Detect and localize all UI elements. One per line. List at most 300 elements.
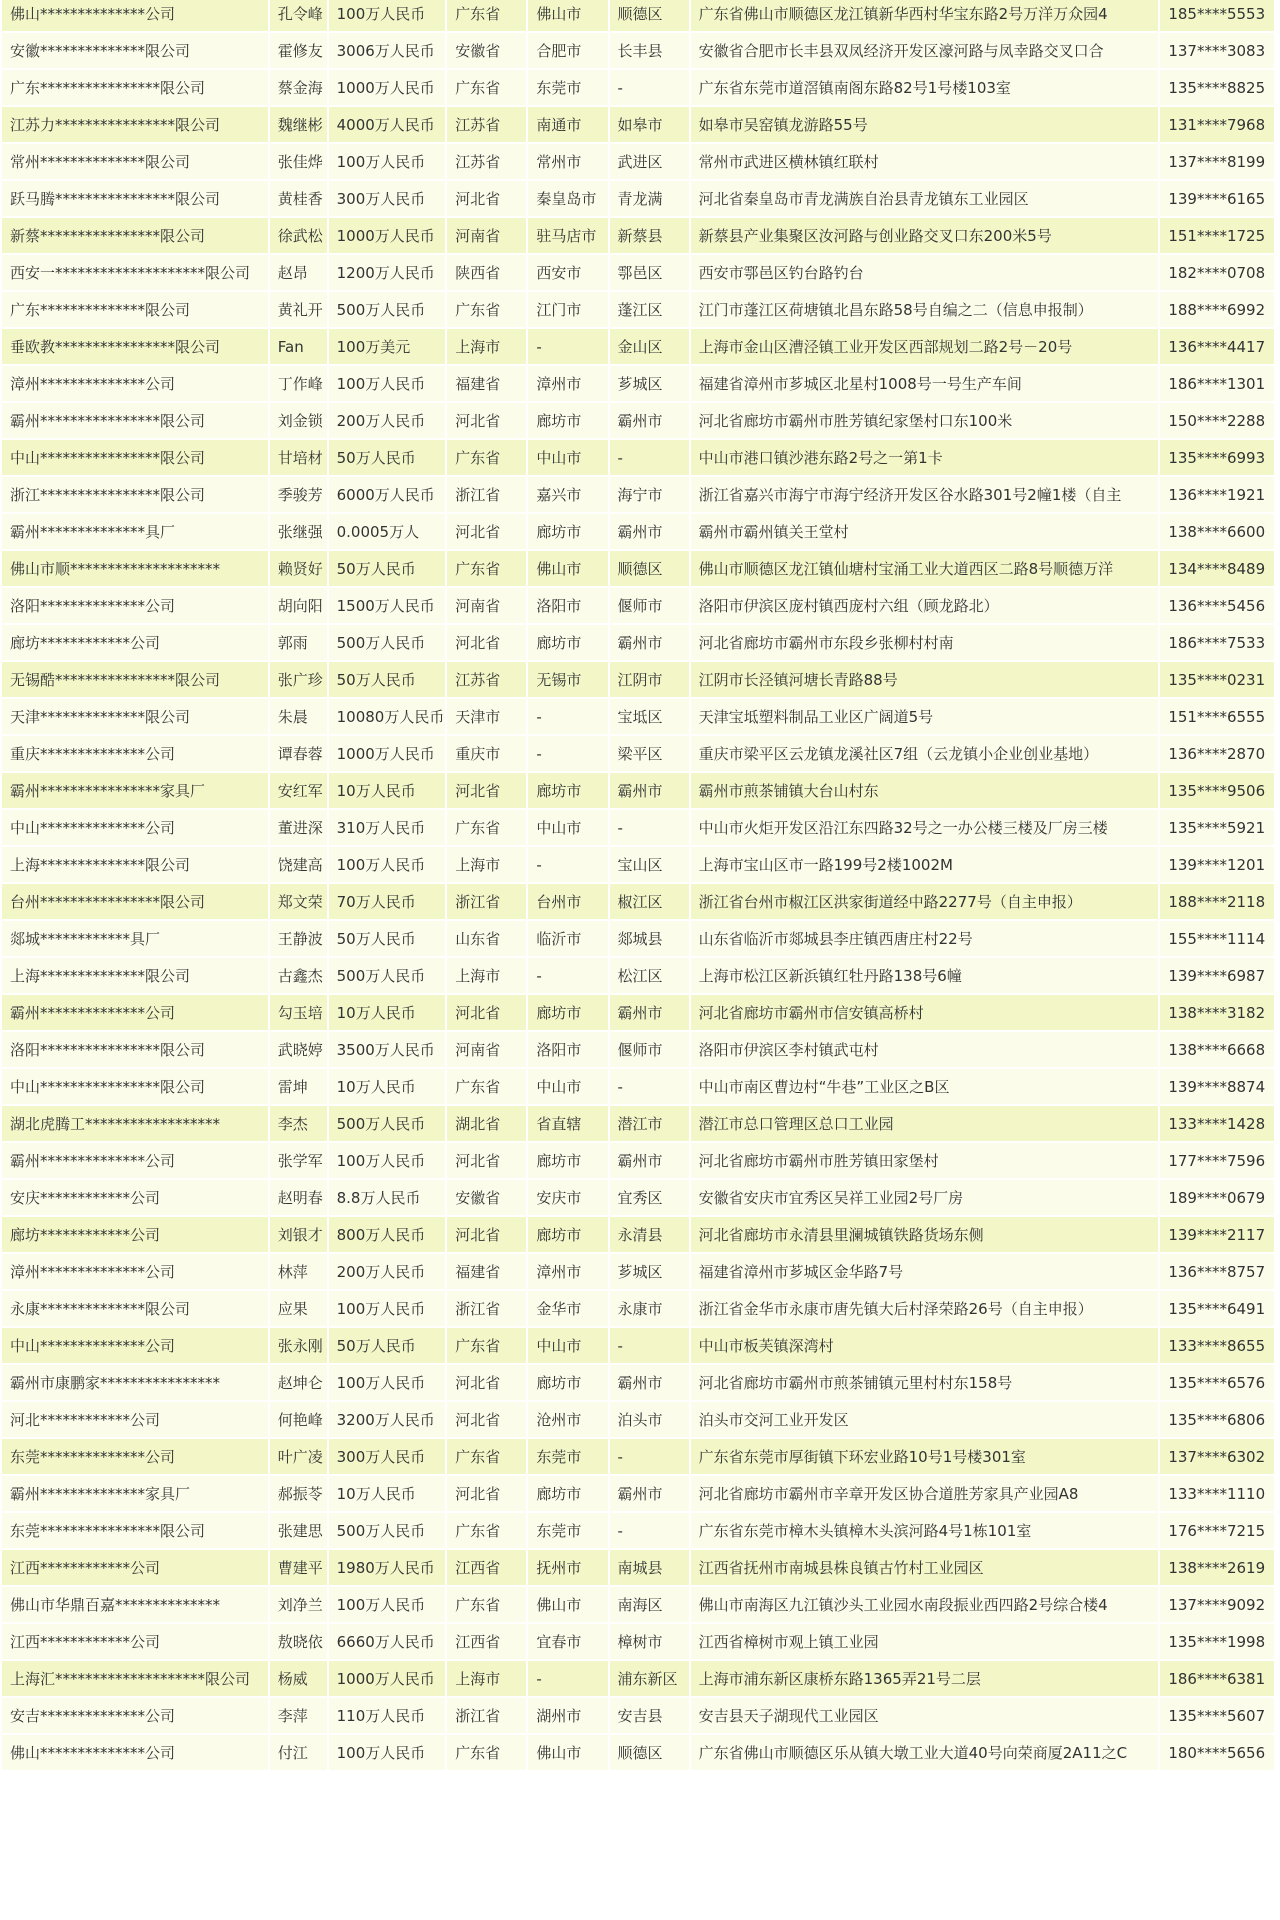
address-cell: 河北省廊坊市霸州市煎茶铺镇元里村村东158号	[691, 1365, 1159, 1400]
phone-cell: 136****5456	[1160, 588, 1274, 623]
province-cell: 江西省	[447, 1624, 526, 1659]
legal-rep-cell: 徐武松	[270, 218, 327, 253]
legal-rep-cell: 李杰	[270, 1106, 327, 1141]
registered-capital-cell: 10万人民币	[329, 773, 446, 808]
registered-capital-cell: 100万人民币	[329, 847, 446, 882]
table-row	[2, 403, 1274, 438]
phone-cell: 188****2118	[1160, 884, 1274, 919]
table-row	[2, 736, 1274, 771]
registered-capital-cell: 6000万人民币	[329, 477, 446, 512]
province-cell: 河北省	[447, 514, 526, 549]
province-cell: 河北省	[447, 773, 526, 808]
company-name-cell: 廊坊************公司	[2, 1217, 268, 1252]
address-cell: 河北省秦皇岛市青龙满族自治县青龙镇东工业园区	[691, 181, 1159, 216]
province-cell: 上海市	[447, 1661, 526, 1696]
district-cell: -	[610, 70, 689, 105]
legal-rep-cell: 敖晓依	[270, 1624, 327, 1659]
legal-rep-cell: 赵昂	[270, 255, 327, 290]
table-row	[2, 1624, 1274, 1659]
province-cell: 广东省	[447, 70, 526, 105]
table-row	[2, 1550, 1274, 1585]
table-row	[2, 1402, 1274, 1437]
phone-cell: 150****2288	[1160, 403, 1274, 438]
legal-rep-cell: 季骏芳	[270, 477, 327, 512]
table-row	[2, 1217, 1274, 1252]
legal-rep-cell: 古鑫杰	[270, 958, 327, 993]
province-cell: 安徽省	[447, 1180, 526, 1215]
registered-capital-cell: 100万人民币	[329, 1291, 446, 1326]
phone-cell: 177****7596	[1160, 1143, 1274, 1178]
address-cell: 常州市武进区横林镇红联村	[691, 144, 1159, 179]
city-cell: -	[528, 699, 607, 734]
phone-cell: 138****2619	[1160, 1550, 1274, 1585]
company-name-cell: 漳州**************公司	[2, 1254, 268, 1289]
address-cell: 中山市板芙镇深湾村	[691, 1328, 1159, 1363]
legal-rep-cell: 郑文荣	[270, 884, 327, 919]
company-name-cell: 中山**************公司	[2, 810, 268, 845]
legal-rep-cell: 赵明春	[270, 1180, 327, 1215]
legal-rep-cell: 胡向阳	[270, 588, 327, 623]
city-cell: -	[528, 329, 607, 364]
table-row	[2, 144, 1274, 179]
registered-capital-cell: 1000万人民币	[329, 1661, 446, 1696]
address-cell: 佛山市南海区九江镇沙头工业园水南段振业西四路2号综合楼4	[691, 1587, 1159, 1622]
district-cell: 永清县	[610, 1217, 689, 1252]
province-cell: 江苏省	[447, 144, 526, 179]
table-row	[2, 1439, 1274, 1474]
registered-capital-cell: 100万人民币	[329, 1365, 446, 1400]
district-cell: 金山区	[610, 329, 689, 364]
legal-rep-cell: 刘净兰	[270, 1587, 327, 1622]
company-name-cell: 中山****************限公司	[2, 1069, 268, 1104]
district-cell: 新蔡县	[610, 218, 689, 253]
table-row	[2, 218, 1274, 253]
province-cell: 河北省	[447, 403, 526, 438]
address-cell: 佛山市顺德区龙江镇仙塘村宝涌工业大道西区二路8号顺德万洋	[691, 551, 1159, 586]
table-row	[2, 366, 1274, 401]
table-row	[2, 477, 1274, 512]
city-cell: 廊坊市	[528, 1217, 607, 1252]
district-cell: 宝坻区	[610, 699, 689, 734]
company-name-cell: 佛山**************公司	[2, 1735, 268, 1770]
address-cell: 广东省佛山市顺德区乐从镇大墩工业大道40号向荣商厦2A11之C	[691, 1735, 1159, 1770]
province-cell: 江苏省	[447, 107, 526, 142]
city-cell: 驻马店市	[528, 218, 607, 253]
city-cell: 廊坊市	[528, 514, 607, 549]
address-cell: 河北省廊坊市霸州市胜芳镇纪家堡村口东100米	[691, 403, 1159, 438]
province-cell: 陕西省	[447, 255, 526, 290]
province-cell: 广东省	[447, 810, 526, 845]
registered-capital-cell: 3006万人民币	[329, 33, 446, 68]
city-cell: 漳州市	[528, 1254, 607, 1289]
district-cell: -	[610, 1513, 689, 1548]
phone-cell: 136****1921	[1160, 477, 1274, 512]
phone-cell: 137****9092	[1160, 1587, 1274, 1622]
registered-capital-cell: 100万美元	[329, 329, 446, 364]
legal-rep-cell: 朱晨	[270, 699, 327, 734]
legal-rep-cell: 郭雨	[270, 625, 327, 660]
registered-capital-cell: 100万人民币	[329, 1735, 446, 1770]
table-row	[2, 699, 1274, 734]
phone-cell: 135****9506	[1160, 773, 1274, 808]
company-name-cell: 洛阳**************公司	[2, 588, 268, 623]
table-row	[2, 440, 1274, 475]
legal-rep-cell: 李萍	[270, 1698, 327, 1733]
address-cell: 霸州市霸州镇关王堂村	[691, 514, 1159, 549]
company-name-cell: 天津**************限公司	[2, 699, 268, 734]
legal-rep-cell: 雷坤	[270, 1069, 327, 1104]
address-cell: 浙江省金华市永康市唐先镇大后村泽荣路26号（自主申报）	[691, 1291, 1159, 1326]
province-cell: 福建省	[447, 366, 526, 401]
company-name-cell: 霸州**************公司	[2, 1143, 268, 1178]
table-row	[2, 292, 1274, 327]
table-row	[2, 1143, 1274, 1178]
city-cell: 佛山市	[528, 1587, 607, 1622]
province-cell: 广东省	[447, 1328, 526, 1363]
phone-cell: 135****6491	[1160, 1291, 1274, 1326]
legal-rep-cell: 安红军	[270, 773, 327, 808]
district-cell: 江阴市	[610, 662, 689, 697]
city-cell: 湖州市	[528, 1698, 607, 1733]
district-cell: 偃师市	[610, 588, 689, 623]
city-cell: 常州市	[528, 144, 607, 179]
registered-capital-cell: 1000万人民币	[329, 70, 446, 105]
address-cell: 中山市港口镇沙港东路2号之一第1卡	[691, 440, 1159, 475]
company-name-cell: 江苏力****************限公司	[2, 107, 268, 142]
address-cell: 山东省临沂市郯城县李庄镇西唐庄村22号	[691, 921, 1159, 956]
address-cell: 江门市蓬江区荷塘镇北昌东路58号自编之二（信息申报制）	[691, 292, 1159, 327]
registered-capital-cell: 50万人民币	[329, 440, 446, 475]
city-cell: 宜春市	[528, 1624, 607, 1659]
address-cell: 福建省漳州市芗城区金华路7号	[691, 1254, 1159, 1289]
city-cell: 省直辖	[528, 1106, 607, 1141]
table-row	[2, 884, 1274, 919]
table-row	[2, 0, 1274, 31]
registered-capital-cell: 100万人民币	[329, 366, 446, 401]
district-cell: 宜秀区	[610, 1180, 689, 1215]
province-cell: 广东省	[447, 1587, 526, 1622]
city-cell: 金华市	[528, 1291, 607, 1326]
district-cell: 海宁市	[610, 477, 689, 512]
table-row	[2, 625, 1274, 660]
address-cell: 洛阳市伊滨区庞村镇西庞村六组（顾龙路北）	[691, 588, 1159, 623]
legal-rep-cell: 赵坤仑	[270, 1365, 327, 1400]
province-cell: 重庆市	[447, 736, 526, 771]
district-cell: 浦东新区	[610, 1661, 689, 1696]
district-cell: -	[610, 1328, 689, 1363]
phone-cell: 182****0708	[1160, 255, 1274, 290]
district-cell: 武进区	[610, 144, 689, 179]
table-row	[2, 588, 1274, 623]
registered-capital-cell: 3500万人民币	[329, 1032, 446, 1067]
city-cell: 无锡市	[528, 662, 607, 697]
company-name-cell: 浙江****************限公司	[2, 477, 268, 512]
city-cell: 洛阳市	[528, 588, 607, 623]
table-row	[2, 1328, 1274, 1363]
phone-cell: 135****0231	[1160, 662, 1274, 697]
phone-cell: 139****2117	[1160, 1217, 1274, 1252]
district-cell: 椒江区	[610, 884, 689, 919]
company-name-cell: 霸州**************公司	[2, 995, 268, 1030]
registered-capital-cell: 0.0005万人	[329, 514, 446, 549]
city-cell: 廊坊市	[528, 625, 607, 660]
province-cell: 天津市	[447, 699, 526, 734]
company-name-cell: 台州****************限公司	[2, 884, 268, 919]
legal-rep-cell: 武晓婷	[270, 1032, 327, 1067]
province-cell: 广东省	[447, 292, 526, 327]
table-row	[2, 773, 1274, 808]
legal-rep-cell: 勾玉培	[270, 995, 327, 1030]
legal-rep-cell: 付江	[270, 1735, 327, 1770]
city-cell: 南通市	[528, 107, 607, 142]
table-row	[2, 1476, 1274, 1511]
table-row	[2, 1698, 1274, 1733]
table-row	[2, 181, 1274, 216]
city-cell: 廊坊市	[528, 773, 607, 808]
district-cell: 芗城区	[610, 366, 689, 401]
table-row	[2, 921, 1274, 956]
registered-capital-cell: 310万人民币	[329, 810, 446, 845]
registered-capital-cell: 3200万人民币	[329, 1402, 446, 1437]
table-row	[2, 810, 1274, 845]
district-cell: 偃师市	[610, 1032, 689, 1067]
registered-capital-cell: 1000万人民币	[329, 218, 446, 253]
company-name-cell: 霸州****************限公司	[2, 403, 268, 438]
province-cell: 浙江省	[447, 477, 526, 512]
table-row	[2, 1106, 1274, 1141]
table-row	[2, 1513, 1274, 1548]
table-row	[2, 70, 1274, 105]
phone-cell: 135****6806	[1160, 1402, 1274, 1437]
registered-capital-cell: 100万人民币	[329, 1143, 446, 1178]
registered-capital-cell: 1200万人民币	[329, 255, 446, 290]
table-row	[2, 662, 1274, 697]
registered-capital-cell: 500万人民币	[329, 292, 446, 327]
phone-cell: 151****6555	[1160, 699, 1274, 734]
district-cell: -	[610, 1069, 689, 1104]
city-cell: 佛山市	[528, 0, 607, 31]
company-name-cell: 重庆**************公司	[2, 736, 268, 771]
legal-rep-cell: 张佳烨	[270, 144, 327, 179]
company-name-cell: 中山**************公司	[2, 1328, 268, 1363]
phone-cell: 138****3182	[1160, 995, 1274, 1030]
address-cell: 江西省抚州市南城县株良镇古竹村工业园区	[691, 1550, 1159, 1585]
phone-cell: 136****8757	[1160, 1254, 1274, 1289]
table-row	[2, 1032, 1274, 1067]
city-cell: 合肥市	[528, 33, 607, 68]
registered-capital-cell: 10080万人民币	[329, 699, 446, 734]
company-name-cell: 常州**************限公司	[2, 144, 268, 179]
phone-cell: 133****1428	[1160, 1106, 1274, 1141]
registered-capital-cell: 6660万人民币	[329, 1624, 446, 1659]
company-name-cell: 湖北虎腾工******************	[2, 1106, 268, 1141]
phone-cell: 137****6302	[1160, 1439, 1274, 1474]
district-cell: 如皋市	[610, 107, 689, 142]
company-name-cell: 西安一********************限公司	[2, 255, 268, 290]
registered-capital-cell: 100万人民币	[329, 1587, 446, 1622]
province-cell: 广东省	[447, 1735, 526, 1770]
city-cell: 东莞市	[528, 70, 607, 105]
address-cell: 江阴市长泾镇河塘长青路88号	[691, 662, 1159, 697]
city-cell: 东莞市	[528, 1513, 607, 1548]
registered-capital-cell: 100万人民币	[329, 144, 446, 179]
legal-rep-cell: 张广珍	[270, 662, 327, 697]
table-row	[2, 1291, 1274, 1326]
province-cell: 河北省	[447, 181, 526, 216]
phone-cell: 135****6993	[1160, 440, 1274, 475]
address-cell: 上海市浦东新区康桥东路1365弄21号二层	[691, 1661, 1159, 1696]
registered-capital-cell: 50万人民币	[329, 551, 446, 586]
registered-capital-cell: 4000万人民币	[329, 107, 446, 142]
company-name-cell: 安吉**************公司	[2, 1698, 268, 1733]
company-name-cell: 霸州**************具厂	[2, 514, 268, 549]
legal-rep-cell: 董进深	[270, 810, 327, 845]
company-name-cell: 垂欧教****************限公司	[2, 329, 268, 364]
district-cell: 郯城县	[610, 921, 689, 956]
city-cell: 安庆市	[528, 1180, 607, 1215]
registered-capital-cell: 50万人民币	[329, 662, 446, 697]
company-name-cell: 跃马腾****************限公司	[2, 181, 268, 216]
legal-rep-cell: 黄礼开	[270, 292, 327, 327]
registered-capital-cell: 1500万人民币	[329, 588, 446, 623]
registered-capital-cell: 10万人民币	[329, 995, 446, 1030]
address-cell: 广东省东莞市厚街镇下环宏业路10号1号楼301室	[691, 1439, 1159, 1474]
district-cell: 鄠邑区	[610, 255, 689, 290]
province-cell: 浙江省	[447, 1291, 526, 1326]
registered-capital-cell: 500万人民币	[329, 1106, 446, 1141]
registered-capital-cell: 800万人民币	[329, 1217, 446, 1252]
legal-rep-cell: 谭春蓉	[270, 736, 327, 771]
phone-cell: 186****7533	[1160, 625, 1274, 660]
district-cell: 长丰县	[610, 33, 689, 68]
company-name-cell: 安庆************公司	[2, 1180, 268, 1215]
address-cell: 河北省廊坊市霸州市辛章开发区协合道胜芳家具产业园A8	[691, 1476, 1159, 1511]
table-row	[2, 107, 1274, 142]
province-cell: 福建省	[447, 1254, 526, 1289]
registered-capital-cell: 300万人民币	[329, 1439, 446, 1474]
phone-cell: 176****7215	[1160, 1513, 1274, 1548]
legal-rep-cell: 张继强	[270, 514, 327, 549]
registered-capital-cell: 500万人民币	[329, 1513, 446, 1548]
city-cell: 嘉兴市	[528, 477, 607, 512]
city-cell: 抚州市	[528, 1550, 607, 1585]
registered-capital-cell: 200万人民币	[329, 403, 446, 438]
phone-cell: 151****1725	[1160, 218, 1274, 253]
company-name-cell: 上海**************限公司	[2, 847, 268, 882]
city-cell: 台州市	[528, 884, 607, 919]
legal-rep-cell: 赖贤好	[270, 551, 327, 586]
legal-rep-cell: 饶建高	[270, 847, 327, 882]
company-name-cell: 霸州**************家具厂	[2, 1476, 268, 1511]
company-name-cell: 江西************公司	[2, 1550, 268, 1585]
company-name-cell: 东莞****************限公司	[2, 1513, 268, 1548]
address-cell: 洛阳市伊滨区李村镇武屯村	[691, 1032, 1159, 1067]
company-name-cell: 中山****************限公司	[2, 440, 268, 475]
legal-rep-cell: Fan	[270, 329, 327, 364]
table-row	[2, 329, 1274, 364]
address-cell: 中山市火炬开发区沿江东四路32号之一办公楼三楼及厂房三楼	[691, 810, 1159, 845]
phone-cell: 137****8199	[1160, 144, 1274, 179]
registered-capital-cell: 300万人民币	[329, 181, 446, 216]
company-name-cell: 佛山市顺********************	[2, 551, 268, 586]
province-cell: 河南省	[447, 218, 526, 253]
province-cell: 河南省	[447, 1032, 526, 1067]
legal-rep-cell: 应果	[270, 1291, 327, 1326]
table-row	[2, 995, 1274, 1030]
table-row	[2, 33, 1274, 68]
district-cell: 霸州市	[610, 1143, 689, 1178]
registered-capital-cell: 1980万人民币	[329, 1550, 446, 1585]
district-cell: 霸州市	[610, 1365, 689, 1400]
district-cell: 松江区	[610, 958, 689, 993]
city-cell: 西安市	[528, 255, 607, 290]
district-cell: -	[610, 810, 689, 845]
table-row	[2, 958, 1274, 993]
phone-cell: 135****8825	[1160, 70, 1274, 105]
city-cell: 廊坊市	[528, 1143, 607, 1178]
city-cell: 佛山市	[528, 1735, 607, 1770]
table-row	[2, 551, 1274, 586]
address-cell: 浙江省嘉兴市海宁市海宁经济开发区谷水路301号2幢1楼（自主	[691, 477, 1159, 512]
district-cell: 蓬江区	[610, 292, 689, 327]
phone-cell: 180****5656	[1160, 1735, 1274, 1770]
city-cell: 中山市	[528, 1328, 607, 1363]
address-cell: 安徽省安庆市宜秀区吴祥工业园2号厂房	[691, 1180, 1159, 1215]
province-cell: 广东省	[447, 0, 526, 31]
address-cell: 霸州市煎茶铺镇大台山村东	[691, 773, 1159, 808]
district-cell: 泊头市	[610, 1402, 689, 1437]
province-cell: 安徽省	[447, 33, 526, 68]
legal-rep-cell: 孔令峰	[270, 0, 327, 31]
address-cell: 重庆市梁平区云龙镇龙溪社区7组（云龙镇小企业创业基地）	[691, 736, 1159, 771]
legal-rep-cell: 张永刚	[270, 1328, 327, 1363]
district-cell: 南海区	[610, 1587, 689, 1622]
legal-rep-cell: 杨威	[270, 1661, 327, 1696]
table-row	[2, 1587, 1274, 1622]
phone-cell: 189****0679	[1160, 1180, 1274, 1215]
district-cell: 顺德区	[610, 1735, 689, 1770]
registered-capital-cell: 500万人民币	[329, 958, 446, 993]
province-cell: 浙江省	[447, 1698, 526, 1733]
legal-rep-cell: 刘银才	[270, 1217, 327, 1252]
province-cell: 浙江省	[447, 884, 526, 919]
table-row	[2, 255, 1274, 290]
city-cell: -	[528, 736, 607, 771]
district-cell: 霸州市	[610, 1476, 689, 1511]
company-name-cell: 廊坊************公司	[2, 625, 268, 660]
district-cell: -	[610, 1439, 689, 1474]
province-cell: 河北省	[447, 1217, 526, 1252]
province-cell: 河北省	[447, 1365, 526, 1400]
province-cell: 河北省	[447, 625, 526, 660]
district-cell: 南城县	[610, 1550, 689, 1585]
province-cell: 广东省	[447, 1513, 526, 1548]
city-cell: 廊坊市	[528, 403, 607, 438]
phone-cell: 139****1201	[1160, 847, 1274, 882]
company-name-cell: 洛阳****************限公司	[2, 1032, 268, 1067]
address-cell: 江西省樟树市观上镇工业园	[691, 1624, 1159, 1659]
legal-rep-cell: 刘金锁	[270, 403, 327, 438]
province-cell: 上海市	[447, 847, 526, 882]
address-cell: 河北省廊坊市霸州市信安镇高桥村	[691, 995, 1159, 1030]
table-row	[2, 1735, 1274, 1770]
legal-rep-cell: 何艳峰	[270, 1402, 327, 1437]
address-cell: 泊头市交河工业开发区	[691, 1402, 1159, 1437]
city-cell: 漳州市	[528, 366, 607, 401]
address-cell: 广东省东莞市道滘镇南阁东路82号1号楼103室	[691, 70, 1159, 105]
province-cell: 河南省	[447, 588, 526, 623]
table-row	[2, 1180, 1274, 1215]
